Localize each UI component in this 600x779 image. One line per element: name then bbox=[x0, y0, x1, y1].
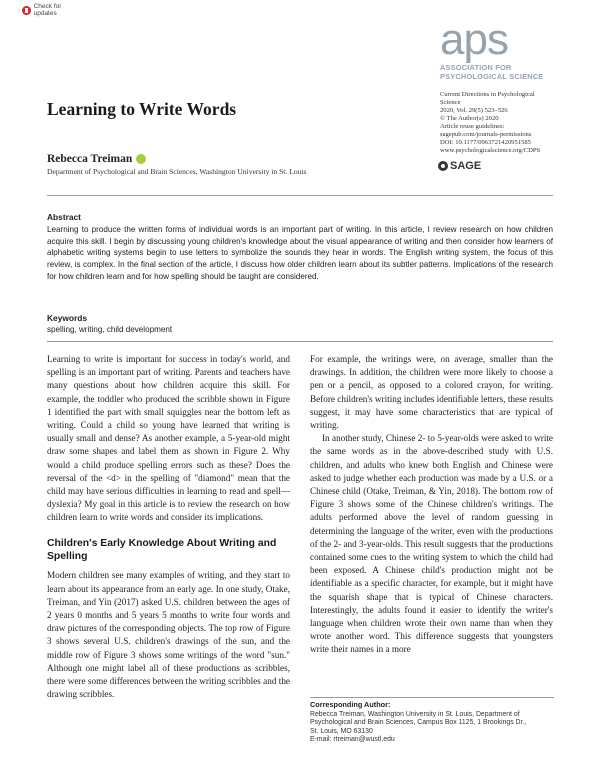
body-paragraph: Learning to write is important for success in today's world, and spelling is an important part of writing. Parents and teachers have many questions about how children acquire this skill. For example, the toddler who produced the scribble shown in Figure 1 identified the part with small squiggles near the bottom left as writing. Could a child so young have learned that writing is usually small and dense? As another example, a 5-year-old might draw some shapes and label them as shown in Figure 2. Why would a child produce spelling errors such as these? Does the reversal of the <d> in the spelling of "diamond" mean that the child may have serious difficulties in learning to read and spell—dyslexia? My goal in this article is to review the research on how children learn to write words and consider its implications. bbox=[47, 354, 290, 523]
crossmark-badge[interactable] bbox=[22, 4, 84, 16]
orcid-icon[interactable] bbox=[136, 154, 146, 164]
body-paragraph: Modern children see many examples of writing, and they start to learn about its appearance from an early age. In one study, Otake, Treiman, and Yin (2017) asked U.S. children between the ages of 2 years 0 months and 5 years 5 months to write four words and draw pictures of the corresponding objects. The top row of Figure 3 shows several U.S. children's drawings of the sun, and the middle row of Figure 3 shows some writings of the word "sun." Although one might label all of these productions as scribbles, there were some differences between the writing scribbles and the drawing scribbles. bbox=[47, 570, 290, 700]
author-affiliation: Department of Psychological and Brain Sciences, Washington University in St. Louis bbox=[47, 167, 307, 176]
author-name bbox=[47, 153, 146, 165]
body-column-right bbox=[310, 353, 553, 657]
body-paragraph: For example, the writings were, on average, smaller than the drawings. In addition, the children were more likely to choose a pen or a pencil, as opposed to a colored crayon, for writing. Before children's writing includes identifiable letters, these results suggest, it may have some characteristics that are typical of writing. bbox=[310, 354, 554, 431]
journal-url[interactable]: www.psychologicalscience.org/CDPS bbox=[440, 147, 541, 154]
crossmark-icon bbox=[22, 6, 31, 15]
sage-logo bbox=[438, 160, 481, 172]
correspondence-line: Psychological and Brain Sciences, Campus Box 1125, 1 Brookings Dr., bbox=[310, 719, 527, 727]
logo-subtitle bbox=[440, 63, 580, 81]
divider-top bbox=[47, 195, 553, 196]
section-heading: Children's Early Knowledge About Writing and Spelling bbox=[47, 537, 277, 563]
logo-sub-line2: PSYCHOLOGICAL SCIENCE bbox=[440, 72, 544, 81]
doi-link[interactable]: DOI: 10.1177/0963721420951585 bbox=[440, 139, 531, 146]
divider-correspondence bbox=[310, 697, 554, 698]
article-title: Learning to Write Words bbox=[47, 99, 237, 119]
journal-copyright: © The Author(s) 2020 bbox=[440, 115, 499, 122]
body-paragraph: In another study, Chinese 2- to 5-year-olds were asked to write the same words as in the above-described study with U.S. children, and adults who knew both English and Chinese were asked to judge whether each production was made by a U.S. or a Chinese child (Otake, Treiman, & Yin, 2018). The bottom row of Figure 3 shows some of the Chinese children's writings. The adults performed above the level of random guessing in determining the language of the writer, even with the productions of the 2- and 3-year-olds. This result suggests that the productions contained some cues to the writing system to which the child had been exposed. A Chinese child's production might not be identifiable as a specific character, for example, but it might have the squarish shape that is typical of Chinese characters. Interestingly, the adults found it easier to identify the writer's language when children wrote their own name than when they wrote another word. This difference suggests that youngsters write their names in a more bbox=[310, 433, 553, 655]
abstract-heading: Abstract bbox=[47, 212, 81, 222]
author-name-text: Rebecca Treiman bbox=[47, 153, 133, 165]
keywords-text: spelling, writing, child development bbox=[47, 325, 173, 334]
journal-info bbox=[440, 91, 590, 155]
journal-volume: 2020, Vol. 29(5) 523–526 bbox=[440, 107, 508, 114]
logo-letters: aps bbox=[440, 15, 508, 64]
correspondence-heading: Corresponding Author: bbox=[310, 700, 391, 709]
correspondence-line: St. Louis, MO 63130 bbox=[310, 727, 373, 735]
aps-logo bbox=[440, 15, 580, 82]
correspondence-line: Rebecca Treiman, Washington University in St. Louis, Department of bbox=[310, 710, 520, 718]
abstract-text: Learning to produce the written forms of individual words is an important part of writing. In this article, I review research on how children acquire this skill. I begin by discussing young children's knowledge about the visual appearance of writing and then consider how learners of alphabetic writing systems begin to use letters to symbolize the sounds they hear in words. The English writing system, the focus of this review, is complex. In the final section of the article, I discuss how older children learn about its subtler patterns. Implications of the research for how children learn and for how spelling should be taught are considered. bbox=[47, 225, 553, 281]
journal-name: Current Directions in Psychological bbox=[440, 91, 535, 98]
journal-name-cont: Science bbox=[440, 99, 461, 106]
keywords-heading: Keywords bbox=[47, 313, 88, 323]
correspondence-block bbox=[310, 701, 555, 745]
reuse-label: Article reuse guidelines: bbox=[440, 123, 505, 130]
crossmark-label: Check for updates bbox=[33, 3, 62, 17]
sage-label: SAGE bbox=[450, 160, 482, 172]
sage-icon bbox=[438, 161, 448, 171]
body-column-left bbox=[47, 353, 290, 701]
reuse-link[interactable]: sagepub.com/journals-permissions bbox=[440, 131, 532, 138]
divider-body bbox=[47, 341, 553, 342]
logo-sub-line1: ASSOCIATION FOR bbox=[440, 63, 512, 72]
correspondence-email[interactable]: E-mail: rtreiman@wustl.edu bbox=[310, 736, 395, 744]
